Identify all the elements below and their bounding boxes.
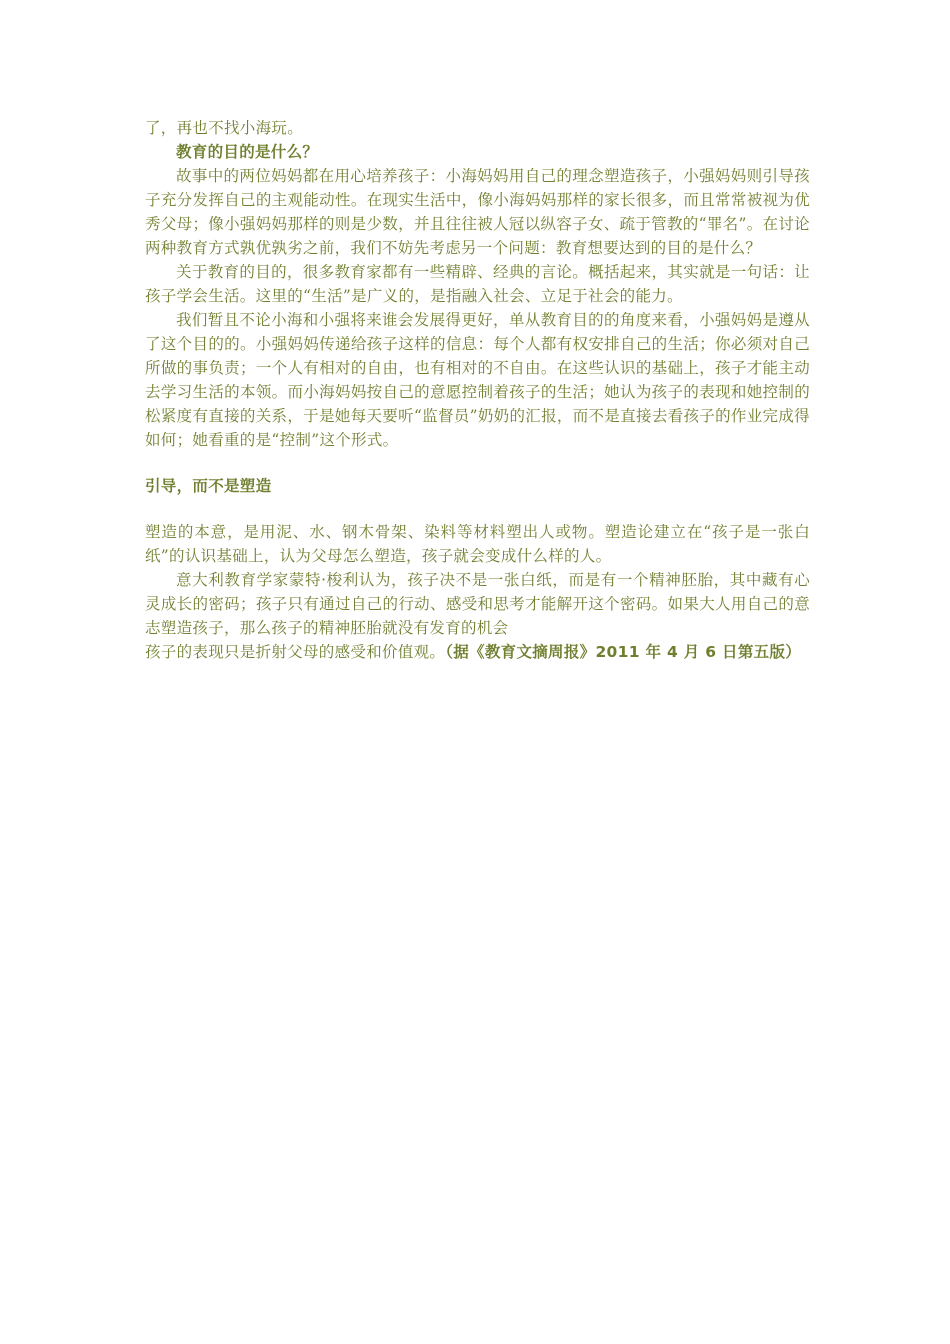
paragraph-two-mothers: 故事中的两位妈妈都在用心培养孩子：小海妈妈用自己的理念塑造孩子，小强妈妈则引导孩子充分发挥自己的主观能动性。在现实生活中，像小海妈妈那样的家长很多，而且常常被视为优秀父母；像小强妈妈那样的则是少数，并且往往被人冠以纵容子女、疏于管教的“罪名”。在讨论两种教育方式孰优孰劣之前，我们不妨先考虑另一个问题：教育想要达到的目的是什么？ [145, 167, 810, 257]
conclusion-text: 孩子的表现只是折射父母的感受和价值观。 [145, 643, 446, 661]
paragraph-shaping-definition: 塑造的本意，是用泥、水、钢木骨架、染料等材料塑出人或物。塑造论建立在“孩子是一张白纸”的认识基础上，认为父母怎么塑造，孩子就会变成什么样的人。 [145, 523, 810, 565]
section-heading: 引导，而不是塑造 [145, 477, 272, 495]
article-body [145, 116, 810, 664]
paragraph-education-purpose: 关于教育的目的，很多教育家都有一些精辟、经典的言论。概括起来，其实就是一句话：让孩子学会生活。这里的“生活”是广义的，是指融入社会、立足于社会的能力。 [145, 263, 810, 305]
subheading-purpose: 教育的目的是什么？ [176, 143, 319, 161]
paragraph-continued: 了，再也不找小海玩。 [145, 119, 304, 137]
paragraph-conclusion [145, 640, 810, 664]
paragraph-montessori: 意大利教育学家蒙特·梭利认为，孩子决不是一张白纸，而是有一个精神胚胎，其中藏有心灵成长的密码；孩子只有通过自己的行动、感受和思考才能解开这个密码。如果大人用自己的意志塑造孩子，那么孩子的精神胚胎就没有发育的机会 [145, 571, 810, 637]
source-citation: （据《教育文摘周报》2011 年 4 月 6 日第五版） [445, 643, 802, 661]
paragraph-comparison: 我们暂且不论小海和小强将来谁会发展得更好，单从教育目的的角度来看，小强妈妈是遵从了这个目的的。小强妈妈传递给孩子这样的信息：每个人都有权安排自己的生活；你必须对自己所做的事负责；一个人有相对的自由，也有相对的不自由。在这些认识的基础上，孩子才能主动去学习生活的本领。而小海妈妈按自己的意愿控制着孩子的生活；她认为孩子的表现和她控制的松紧度有直接的关系，于是她每天要听“监督员”奶奶的汇报，而不是直接去看孩子的作业完成得如何；她看重的是“控制”这个形式。 [145, 311, 810, 449]
